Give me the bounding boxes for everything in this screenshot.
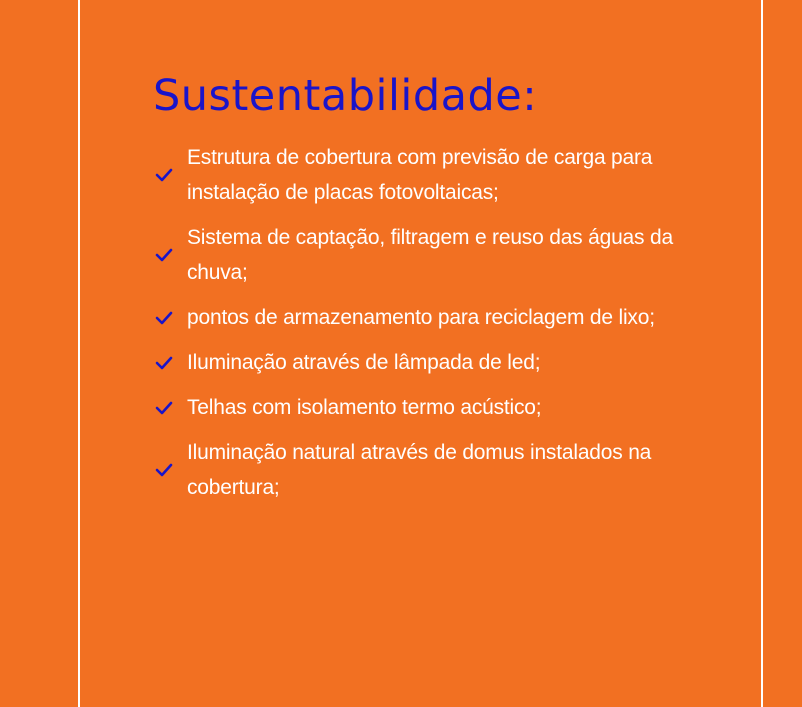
section-title: Sustentabilidade: — [153, 71, 538, 121]
check-icon — [153, 167, 175, 183]
feature-text: Sistema de captação, filtragem e reuso das águas da chuva; — [187, 226, 673, 284]
check-icon — [153, 355, 175, 371]
feature-item — [153, 345, 713, 380]
feature-item — [153, 435, 713, 505]
feature-text: Iluminação natural através de domus instalados na cobertura; — [187, 441, 652, 499]
feature-item — [153, 140, 713, 210]
sustainability-section — [153, 68, 713, 515]
left-divider-line — [78, 0, 80, 707]
feature-item — [153, 220, 713, 290]
feature-text: Telhas com isolamento termo acústico; — [187, 396, 542, 419]
feature-text: pontos de armazenamento para reciclagem de lixo; — [187, 306, 655, 329]
feature-item — [153, 300, 713, 335]
feature-text: Estrutura de cobertura com previsão de carga para instalação de placas fotovoltaicas; — [187, 146, 653, 204]
right-divider-line — [761, 0, 763, 707]
feature-list — [153, 140, 713, 505]
check-icon — [153, 400, 175, 416]
check-icon — [153, 462, 175, 478]
feature-text: Iluminação através de lâmpada de led; — [187, 351, 541, 374]
feature-item — [153, 390, 713, 425]
check-icon — [153, 310, 175, 326]
check-icon — [153, 247, 175, 263]
